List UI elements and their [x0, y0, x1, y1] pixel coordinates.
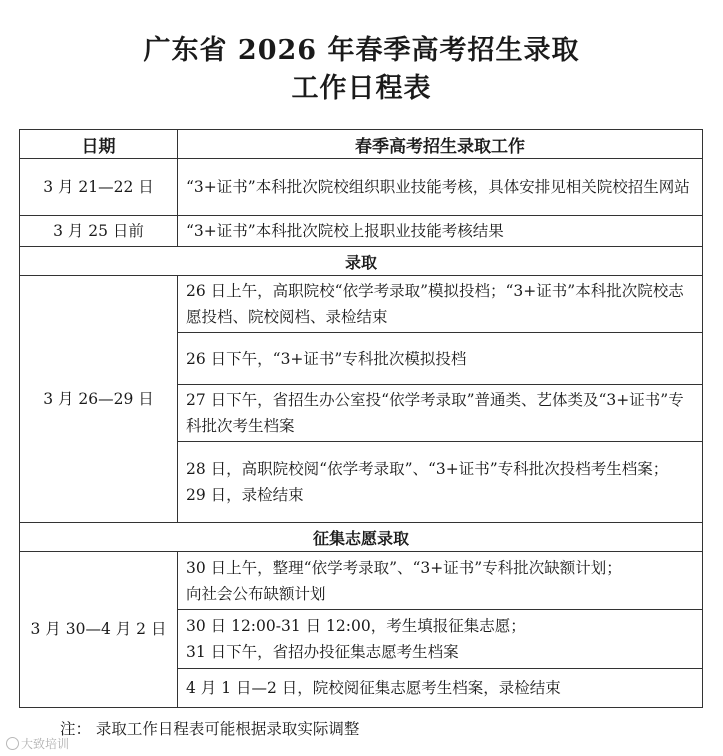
work-line: 31 日下午，省招办投征集志愿考生档案 — [186, 643, 459, 661]
row-date: 3 月 25 日前 — [20, 216, 178, 247]
row-work: “3+证书”本科批次院校上报职业技能考核结果 — [178, 216, 703, 247]
row-work — [178, 552, 703, 610]
section-admission: 录取 — [20, 247, 703, 276]
work-line: 4 月 1 日—2 日，院校阅征集志愿考生档案，录检结束 — [186, 679, 561, 697]
work-line: 30 日上午，整理“依学考录取”、“3+证书”专科批次缺额计划； — [186, 558, 622, 577]
work-line: 26 日下午，“3+证书”专科批次模拟投档 — [186, 349, 467, 368]
table-row — [20, 216, 703, 247]
row-work — [178, 333, 703, 385]
work-line: 向社会公布缺额计划 — [186, 584, 326, 603]
table-row — [20, 552, 703, 610]
document-title-line-2: 工作日程表 — [291, 73, 432, 104]
footnote: 注： 录取工作日程表可能根据录取实际调整 — [60, 720, 360, 738]
row-date: 3 月 26—29 日 — [20, 276, 178, 523]
row-work — [178, 385, 703, 442]
row-work — [178, 669, 703, 708]
row-work: “3+证书”本科批次院校组织职业技能考核，具体安排见相关院校招生网站 — [178, 159, 703, 216]
watermark — [6, 735, 69, 752]
row-date: 3 月 21—22 日 — [20, 159, 178, 216]
table-row — [20, 276, 703, 333]
document-title-line-1: 广东省 2026 年春季高考招生录取 — [143, 35, 580, 66]
row-work — [178, 610, 703, 669]
watermark-logo-icon — [6, 737, 19, 750]
schedule-table — [19, 129, 703, 708]
row-work — [178, 442, 703, 523]
watermark-text: 大致培训 — [21, 737, 70, 751]
work-line: 27 日下午，省招生办公室投“依学考录取”普通类、艺体类及“3+证书”专科批次考生档案 — [186, 391, 684, 435]
table-row — [20, 159, 703, 216]
work-line: 28 日，高职院校阅“依学考录取”、“3+证书”专科批次投档考生档案； — [186, 460, 669, 478]
row-date: 3 月 30—4 月 2 日 — [20, 552, 178, 708]
section-row — [20, 523, 703, 552]
row-work — [178, 276, 703, 333]
header-work: 春季高考招生录取工作 — [178, 130, 703, 159]
header-date: 日期 — [20, 130, 178, 159]
section-supplement: 征集志愿录取 — [20, 523, 703, 552]
work-line: 26 日上午，高职院校“依学考录取”模拟投档；“3+证书”本科批次院校志愿投档、院校阅档、录检结束 — [186, 282, 684, 326]
table-header-row — [20, 130, 703, 159]
work-line: 29 日，录检结束 — [186, 486, 304, 504]
section-row — [20, 247, 703, 276]
work-line: 30 日 12:00-31 日 12:00，考生填报征集志愿； — [186, 617, 526, 635]
